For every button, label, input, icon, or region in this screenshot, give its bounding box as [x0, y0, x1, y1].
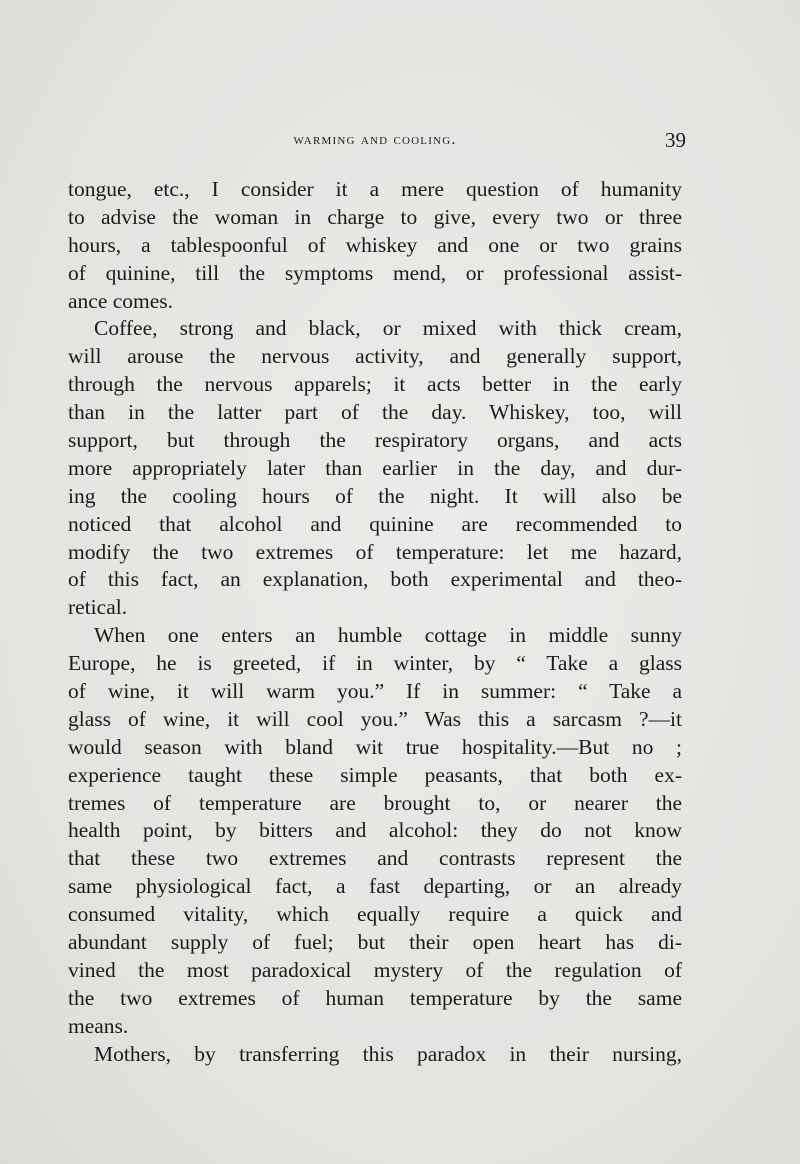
text-line: abundant supply of fuel; but their open heart has di- [68, 930, 682, 955]
text-line: noticed that alcohol and quinine are recommended to [68, 511, 682, 536]
text-line: ance comes. [68, 288, 174, 313]
running-title: warming and cooling. [293, 131, 457, 148]
text-line: modify the two extremes of temperature: let me hazard, [68, 539, 682, 564]
text-line: of wine, it will warm you.” If in summer: “ Take a [68, 679, 682, 704]
text-line: Mothers, by transferring this paradox in their nursing, [94, 1041, 682, 1066]
body-text [68, 176, 682, 1069]
text-line: health point, by bitters and alcohol: they do not know [68, 818, 682, 843]
text-line: consumed vitality, which equally require a quick and [68, 902, 682, 927]
text-line: of this fact, an explanation, both experimental and theo- [68, 567, 682, 592]
text-line: more appropriately later than earlier in the day, and dur- [68, 455, 682, 480]
text-line: When one enters an humble cottage in middle sunny [94, 623, 682, 648]
text-line: than in the latter part of the day. Whiskey, too, will [68, 400, 682, 425]
text-line: means. [68, 1013, 129, 1038]
text-line: support, but through the respiratory organs, and acts [68, 428, 682, 453]
text-line: will arouse the nervous activity, and generally support, [68, 344, 682, 369]
text-line: the two extremes of human temperature by the same [68, 985, 682, 1010]
text-line: retical. [68, 595, 128, 620]
text-line: glass of wine, it will cool you.” Was this a sarcasm ?—it [68, 706, 682, 731]
text-line: of quinine, till the symptoms mend, or professional assist- [68, 260, 682, 285]
text-line: would season with bland wit true hospitality.—But no ; [68, 734, 682, 759]
text-line: tremes of temperature are brought to, or nearer the [68, 790, 682, 815]
text-line: to advise the woman in charge to give, every two or three [68, 204, 682, 229]
text-line: Coffee, strong and black, or mixed with thick cream, [94, 316, 682, 341]
text-line: same physiological fact, a fast departing, or an already [68, 874, 682, 899]
text-line: hours, a tablespoonful of whiskey and one or two grains [68, 232, 682, 257]
text-line: experience taught these simple peasants, that both ex- [68, 762, 682, 787]
text-line: vined the most paradoxical mystery of the regulation of [68, 957, 682, 982]
running-head [68, 128, 686, 158]
text-line: that these two extremes and contrasts represent the [68, 846, 682, 871]
text-line: Europe, he is greeted, if in winter, by “ Take a glass [68, 651, 682, 676]
page-number: 39 [665, 128, 686, 152]
text-line: tongue, etc., I consider it a mere question of humanity [68, 177, 682, 201]
text-line: through the nervous apparels; it acts better in the early [68, 372, 682, 397]
text-line: ing the cooling hours of the night. It will also be [68, 483, 682, 508]
